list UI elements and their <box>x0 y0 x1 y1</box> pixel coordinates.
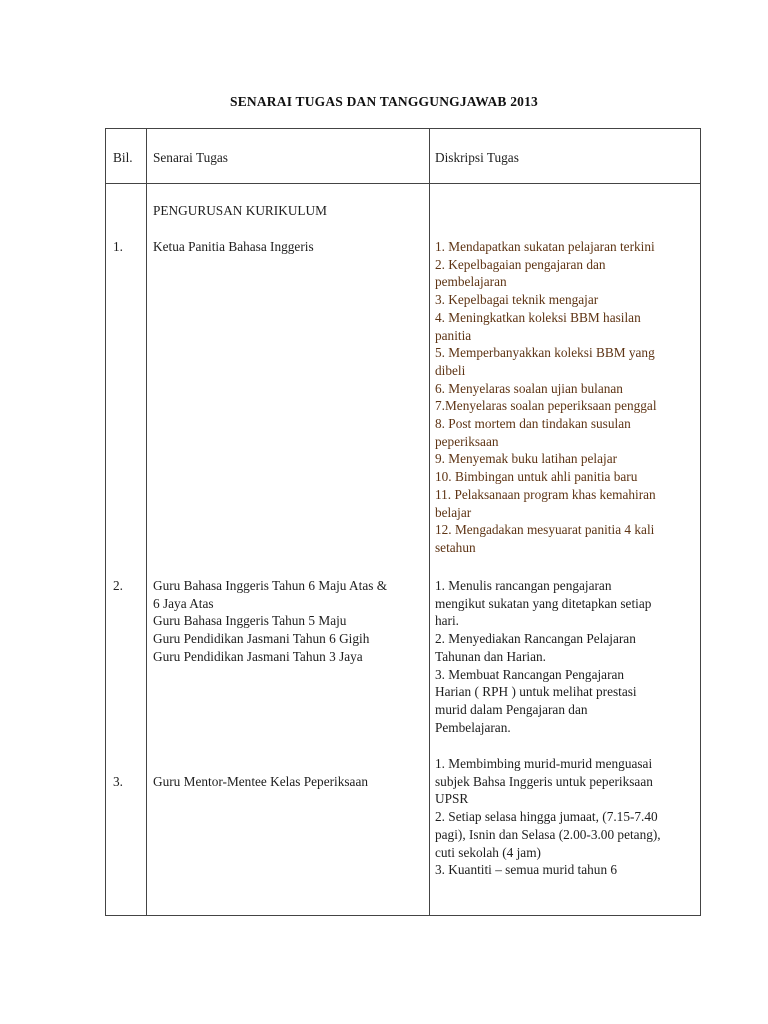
description-line: 2. Kepelbagaian pengajaran dan <box>435 256 606 272</box>
description-line: 2. Menyediakan Rancangan Pelajaran <box>435 631 636 647</box>
task-item: Guru Bahasa Inggeris Tahun 5 Maju <box>153 613 347 629</box>
description-list <box>435 577 699 736</box>
description-line: peperiksaan <box>435 433 499 449</box>
description-line: 11. Pelaksanaan program khas kemahiran <box>435 486 656 502</box>
description-line: 3. Kuantiti – semua murid tahun 6 <box>435 862 618 878</box>
column-divider <box>429 129 430 915</box>
header-divider <box>106 183 700 184</box>
description-line: subjek Bahsa Inggeris untuk peperiksaan <box>435 773 653 789</box>
description-line: 1. Mendapatkan sukatan pelajaran terkini <box>435 239 655 254</box>
task-item: Guru Pendidikan Jasmani Tahun 6 Gigih <box>153 631 370 647</box>
description-line: 10. Bimbingan untuk ahli panitia baru <box>435 469 638 485</box>
description-line: 7.Menyelaras soalan peperiksaan penggal <box>435 398 657 414</box>
description-line: Tahunan dan Harian. <box>435 648 546 664</box>
description-line: 6. Menyelaras soalan ujian bulanan <box>435 380 623 396</box>
task-item: 6 Jaya Atas <box>153 595 214 611</box>
task-item: Guru Mentor-Mentee Kelas Peperiksaan <box>153 774 368 789</box>
task-item: Ketua Panitia Bahasa Inggeris <box>153 239 314 254</box>
column-divider <box>146 129 147 915</box>
description-line: cuti sekolah (4 jam) <box>435 844 541 860</box>
description-list <box>435 238 699 557</box>
header-diskripsi-tugas: Diskripsi Tugas <box>435 150 519 165</box>
description-line: 5. Memperbanyakkan koleksi BBM yang <box>435 345 655 361</box>
description-line: mengikut sukatan yang ditetapkan setiap <box>435 595 652 611</box>
description-line: 8. Post mortem dan tindakan susulan <box>435 416 631 432</box>
description-line: belajar <box>435 504 472 520</box>
description-line: Pembelajaran. <box>435 719 511 735</box>
task-list <box>153 238 314 256</box>
description-line: Harian ( RPH ) untuk melihat prestasi <box>435 684 637 700</box>
document-title: SENARAI TUGAS DAN TANGGUNGJAWAB 2013 <box>230 94 538 109</box>
task-item: Guru Pendidikan Jasmani Tahun 3 Jaya <box>153 648 363 664</box>
description-line: 9. Menyemak buku latihan pelajar <box>435 451 618 467</box>
description-line: panitia <box>435 327 472 343</box>
description-line: 1. Membimbing murid-murid menguasai <box>435 756 653 771</box>
row-number: 1. <box>113 239 123 254</box>
row-number: 3. <box>113 774 123 789</box>
description-line: 3. Kepelbagai teknik mengajar <box>435 292 599 308</box>
description-line: UPSR <box>435 791 469 807</box>
task-item: Guru Bahasa Inggeris Tahun 6 Maju Atas & <box>153 578 388 593</box>
description-line: dibeli <box>435 362 466 378</box>
description-line: 4. Meningkatkan koleksi BBM hasilan <box>435 309 641 325</box>
header-bil: Bil. <box>113 150 133 165</box>
description-line: murid dalam Pengajaran dan <box>435 701 588 717</box>
description-line: pembelajaran <box>435 274 507 290</box>
description-line: 2. Setiap selasa hingga jumaat, (7.15-7.40 <box>435 809 658 825</box>
description-line: 1. Menulis rancangan pengajaran <box>435 578 612 593</box>
section-heading: PENGURUSAN KURIKULUM <box>153 203 327 218</box>
description-line: hari. <box>435 613 459 629</box>
description-line: pagi), Isnin dan Selasa (2.00-3.00 petang), <box>435 826 661 842</box>
description-line: 12. Mengadakan mesyuarat panitia 4 kali <box>435 522 655 538</box>
task-list <box>153 773 368 791</box>
description-list <box>435 755 699 879</box>
header-senarai-tugas: Senarai Tugas <box>153 150 228 165</box>
description-line: 3. Membuat Rancangan Pengajaran <box>435 666 625 682</box>
task-list <box>153 577 423 666</box>
description-line: setahun <box>435 539 476 555</box>
row-number: 2. <box>113 578 123 593</box>
